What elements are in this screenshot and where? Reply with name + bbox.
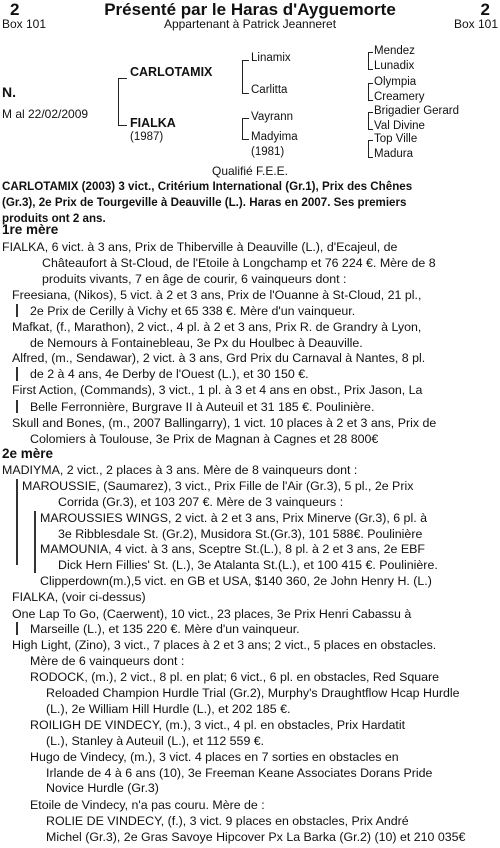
box-right: Box 101 xyxy=(453,17,498,31)
indent-bar xyxy=(16,622,18,635)
owner-line: Appartenant à Patrick Jeanneret xyxy=(163,17,337,31)
text-line: Michel (Gr.3), 2e Gras Savoye Hipcover Px La Barka (Gr.2) (10) et 210 035€ xyxy=(46,829,466,844)
dd-sire: Top Ville xyxy=(374,133,418,145)
sire-name: CARLOTAMIX xyxy=(130,65,213,79)
text-line: RODOCK, (m.), 2 vict., 8 pl. en plat; 6 vict., 6 pl. en obstacles, Red Square xyxy=(30,670,440,685)
text-line: MAROUSSIES WINGS, 2 vict. à 2 et 3 ans, Prix Minerve (Gr.3), 6 pl. à xyxy=(40,510,427,525)
text-line: de 2 à 4 ans, 4e Derby de l'Ouest (L.), et 30 150 €. xyxy=(30,367,309,382)
text-line: Belle Ferronnière, Burgrave II à Auteuil et 31 185 €. Poulinière. xyxy=(30,399,375,414)
sd-dam: Creamery xyxy=(374,91,425,103)
dam-sire: Vayrann xyxy=(251,111,293,123)
sire-note: (Gr.3), 2e Prix de Tourgeville à Deauville (L.). Haras en 2007. Ses premiers xyxy=(2,196,407,209)
text-line: 3e Ribblesdale St. (Gr.2), Musidora St.(Gr.3), 101 588€. Poulinière xyxy=(58,526,423,541)
pedigree-bracket xyxy=(242,60,249,94)
indent-bar xyxy=(16,400,18,413)
lot-number-left: 2 xyxy=(10,0,20,19)
text-line: (L.), Stanley à Auteuil (L.), et 112 559 €. xyxy=(46,733,265,748)
ds-sire: Brigadier Gerard xyxy=(374,105,460,117)
text-line: Colomiers à Toulouse, 3e Prix de Magnan à Cagnes et 28 800€ xyxy=(30,431,379,446)
text-line: FIALKA, (voir ci-dessus) xyxy=(12,590,146,605)
ss-sire: Mendez xyxy=(374,45,415,57)
text-line: First Action, (Commands), 3 vict., 1 pl. à 3 et 4 ans en obst., Prix Jason, La xyxy=(12,383,423,398)
sire-note: CARLOTAMIX (2003) 3 vict., Critérium International (Gr.1), Prix des Chênes xyxy=(2,180,413,193)
text-line: Châteaufort à St-Cloud, de l'Etoile à Longchamp et 76 224 €. Mère de 8 xyxy=(42,256,436,271)
text-line: Mafkat, (f., Marathon), 2 vict., 4 pl. à 2 et 3 ans, Prix R. de Grandry à Lyon, xyxy=(12,319,422,334)
pedigree-bracket xyxy=(368,140,373,158)
text-line: MAMOUNIA, 4 vict. à 3 ans, Sceptre St.(L.), 8 pl. à 2 et 3 ans, 2e EBF xyxy=(40,542,425,557)
sd-sire: Olympia xyxy=(374,76,417,88)
text-line: One Lap To Go, (Caerwent), 10 vict., 23 places, 3e Prix Henri Cabassu à xyxy=(12,606,412,621)
text-line: Reloaded Champion Hurdle Trial (Gr.2), Murphy's Draughtflow Hcap Hurdle xyxy=(46,686,460,701)
dd-dam: Madura xyxy=(374,148,413,160)
text-line: MADIYMA, 2 vict., 2 places à 3 ans. Mère de 8 vainqueurs dont : xyxy=(2,463,358,478)
lot-number-right: 2 xyxy=(480,0,490,19)
dam-year: (1987) xyxy=(130,131,164,143)
text-line: Corrida (Gr.3), et 103 207 €. Mère de 3 vainqueurs : xyxy=(58,494,344,509)
text-line: Dick Hern Fillies' St. (L.), 3e Atalanta St.(L.), et 100 415 €. Poulinière. xyxy=(58,558,438,573)
ds-dam: Val Divine xyxy=(374,120,425,132)
pedigree-bracket xyxy=(368,83,373,101)
section-second-dam: 2e mère xyxy=(2,446,54,462)
text-line: High Light, (Zino), 3 vict., 7 places à 2 et 3 ans; 2 vict., 5 places en obstacles. xyxy=(12,637,437,652)
text-line: (L.), 2e William Hill Hurdle (L.), et 202 185 €. xyxy=(46,701,291,716)
indent-bar xyxy=(16,479,18,564)
dam-name: FIALKA xyxy=(130,116,176,130)
text-line: Etoile de Vindecy, n'a pas couru. Mère de : xyxy=(30,797,265,812)
horse-sex-birth: M al 22/02/2009 xyxy=(2,107,89,121)
text-line: 2e Prix de Cerilly à Vichy et 65 338 €. Mère d'un vainqueur. xyxy=(30,303,356,318)
text-line: Marseille (L.), et 135 220 €. Mère d'un vainqueur. xyxy=(30,621,300,636)
pedigree-bracket xyxy=(368,112,373,130)
text-line: produits vivants, 7 en âge de courir, 6 vainqueurs dont : xyxy=(42,272,347,287)
text-line: ROILIGH DE VINDECY, (m.), 3 vict., 4 pl. en obstacles, Prix Hardatit xyxy=(30,717,406,732)
dam-dam-year: (1981) xyxy=(251,146,285,158)
sire-sire: Linamix xyxy=(251,52,291,64)
box-left: Box 101 xyxy=(2,17,47,31)
section-first-dam: 1re mère xyxy=(2,222,59,237)
qualification: Qualifié F.E.E. xyxy=(211,164,289,178)
horse-name: N. xyxy=(2,84,16,100)
text-line: MAROUSSIE, (Saumarez), 3 vict., Prix Fille de l'Air (Gr.3), 5 pl., 2e Prix xyxy=(22,479,414,494)
pedigree-bracket xyxy=(368,52,373,70)
pedigree-bracket xyxy=(118,78,127,126)
indent-bar xyxy=(16,304,18,317)
text-line: Alfred, (m., Sendawar), 2 vict. à 3 ans, Grd Prix du Carnaval à Nantes, 8 pl. xyxy=(12,351,426,366)
text-line: Novice Hurdle (Gr.3) xyxy=(46,781,159,796)
text-line: Skull and Bones, (m., 2007 Ballingarry), 1 vict. 10 places à 2 et 3 ans, Prix de xyxy=(12,415,437,430)
indent-bar xyxy=(16,367,18,380)
text-line: Clipperdown(m.),5 vict. en GB et USA, $140 360, 2e John Henry H. (L.) xyxy=(40,574,432,589)
sire-dam: Carlitta xyxy=(251,84,288,96)
text-line: Irlande de 4 à 6 ans (10), 3e Freeman Keane Associates Dorans Pride xyxy=(46,766,433,781)
text-line: Hugo de Vindecy, (m.), 3 vict. 4 places en 7 sorties en obstacles en xyxy=(30,750,399,765)
pedigree-bracket xyxy=(242,118,249,140)
text-line: ROLIE DE VINDECY, (f.), 3 vict. 9 places en obstacles, Prix André xyxy=(46,813,409,828)
text-line: Mère de 6 vainqueurs dont : xyxy=(30,654,185,669)
indent-bar xyxy=(34,511,36,574)
sire-note: produits ont 2 ans. xyxy=(2,212,106,225)
text-line: de Nemours à Fontainebleau, 3e Px du Houlbec à Deauville. xyxy=(30,335,363,350)
page-title: Présenté par le Haras d'Ayguemorte xyxy=(104,0,396,19)
text-line: Freesiana, (Nikos), 5 vict. à 2 et 3 ans, Prix de l'Ouanne à St-Cloud, 21 pl., xyxy=(12,288,422,303)
text-line: FIALKA, 6 vict. à 3 ans, Prix de Thiberville à Deauville (L.), d'Ecajeul, de xyxy=(2,240,398,254)
ss-dam: Lunadix xyxy=(374,60,415,72)
dam-dam: Madyima xyxy=(251,131,298,143)
